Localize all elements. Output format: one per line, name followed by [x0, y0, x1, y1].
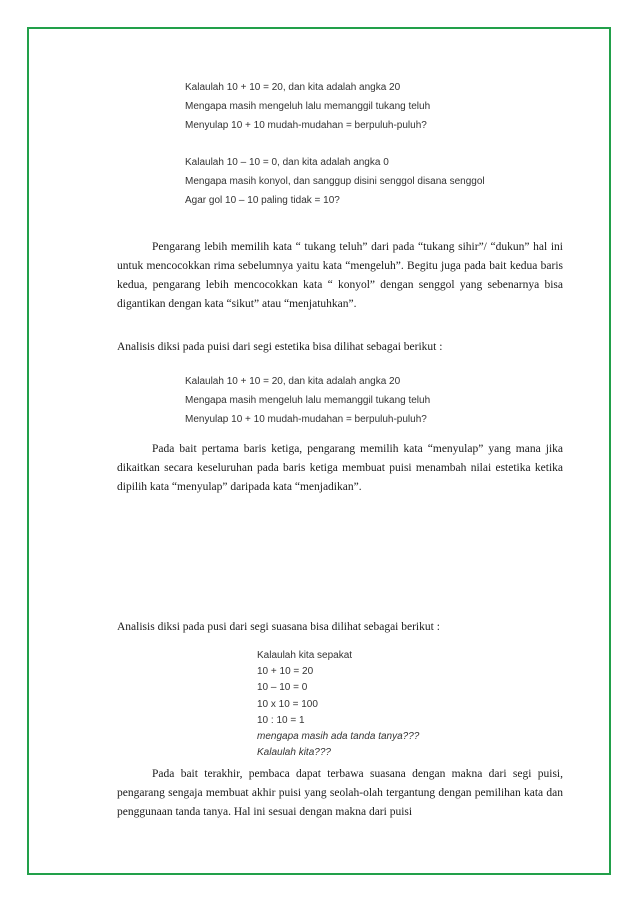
poem-line: Mengapa masih mengeluh lalu memanggil tukang teluh	[185, 395, 431, 406]
poem-excerpt-2	[185, 372, 430, 429]
poem-line: 10 : 10 = 1	[257, 714, 305, 726]
paragraph-text: Pada bait pertama baris ketiga, pengarang memilih kata “menyulap” yang mana jika dikaitkan secara keseluruhan pada baris ketiga membuat puisi menambah nilai estetika ketika dipilih kata “menyulap” daripada kata “menjadikan”.	[117, 443, 563, 493]
poem-line: Kalaulah 10 – 10 = 0, dan kita adalah angka 0	[185, 157, 389, 168]
poem-line: Menyulap 10 + 10 mudah-mudahan = berpuluh-puluh?	[185, 414, 427, 425]
paragraph-text: Pada bait terakhir, pembaca dapat terbawa suasana dengan makna dari segi puisi, pengarang sengaja membuat akhir puisi yang seolah-olah tergantung dengan pemilihan kata dan penggunaan tanda tanya. Hal ini sesuai dengan makna dari puisi	[117, 768, 563, 818]
heading-suasana: Analisis diksi pada pusi dari segi suasana bisa dilihat sebagai berikut :	[117, 621, 440, 633]
poem-line: 10 – 10 = 0	[257, 682, 308, 694]
paragraph-text: Pengarang lebih memilih kata “ tukang teluh” dari pada “tukang sihir”/ “dukun” hal ini untuk mencocokkan rima sebelumnya yaitu kata “mengeluh”. Begitu juga pada bait kedua baris kedua, pengarang lebih mencocokkan kata “ konyol” dengan senggol yang sebenarnya bisa digantikan dengan kata “sikut” atau “menjatuhkan”.	[117, 241, 563, 310]
poem-line: Menyulap 10 + 10 mudah-mudahan = berpuluh-puluh?	[185, 120, 427, 131]
poem-excerpt-3	[257, 648, 419, 761]
poem-line: Agar gol 10 – 10 paling tidak = 10?	[185, 195, 340, 206]
poem-excerpt-1	[185, 78, 485, 210]
paragraph-diksi-rima	[117, 238, 563, 314]
poem-line: Kalaulah kita sepakat	[257, 650, 353, 661]
poem-line: Kalaulah kita???	[257, 747, 331, 759]
poem-line: 10 + 10 = 20	[257, 666, 314, 678]
poem-line: mengapa masih ada tanda tanya???	[257, 731, 420, 743]
paragraph-estetika	[117, 440, 563, 497]
heading-estetika: Analisis diksi pada puisi dari segi estetika bisa dilihat sebagai berikut :	[117, 341, 443, 353]
poem-line: 10 x 10 = 100	[257, 698, 318, 710]
poem-line: Mengapa masih mengeluh lalu memanggil tukang teluh	[185, 101, 431, 112]
poem-line: Kalaulah 10 + 10 = 20, dan kita adalah angka 20	[185, 376, 401, 387]
poem-line: Kalaulah 10 + 10 = 20, dan kita adalah angka 20	[185, 82, 401, 93]
paragraph-suasana	[117, 765, 563, 822]
poem-line: Mengapa masih konyol, dan sanggup disini senggol disana senggol	[185, 176, 485, 187]
